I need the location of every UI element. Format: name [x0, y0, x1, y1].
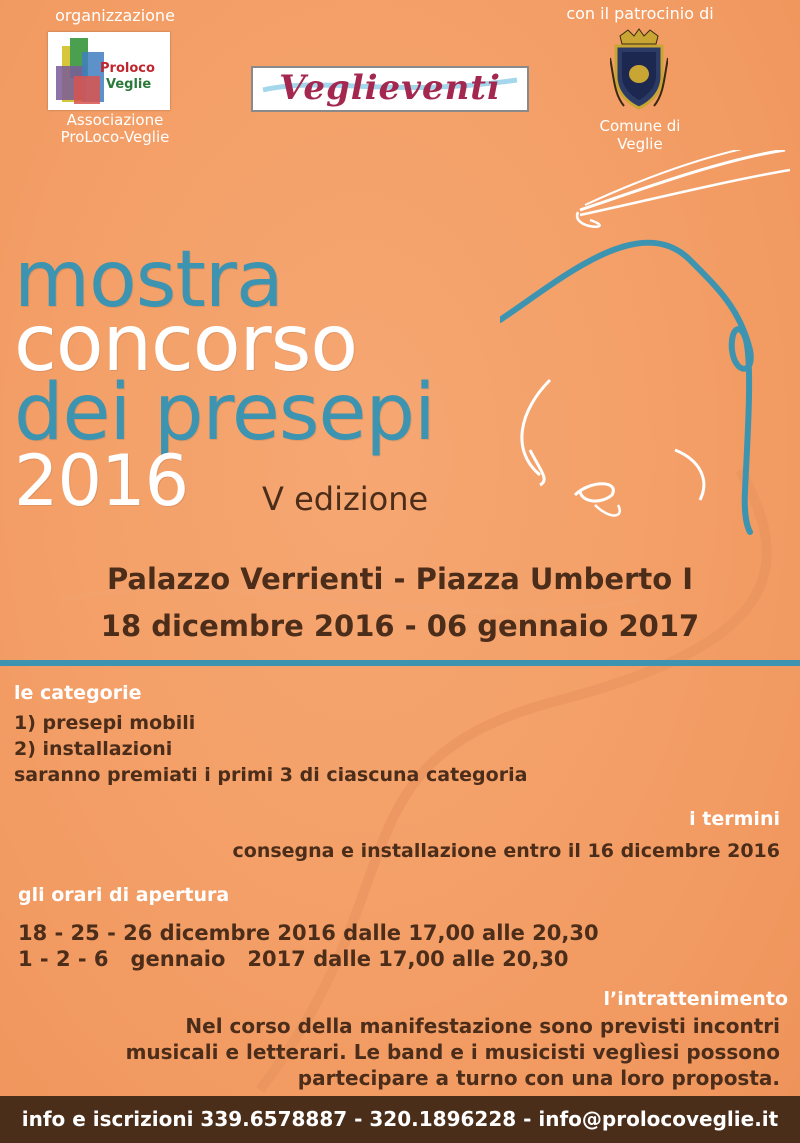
- veglieventi-logo-text: Veglieventi: [279, 68, 501, 108]
- event-dates: 18 dicembre 2016 - 06 gennaio 2017: [100, 609, 700, 643]
- proloco-logo-graphic-icon: [48, 32, 170, 110]
- title-year: 2016: [14, 440, 189, 522]
- organization-label: organizzazione: [55, 6, 175, 25]
- categories-note: saranno premiati i primi 3 di ciascuna categoria: [14, 764, 528, 786]
- entertainment-line: musicali e letterari. Le band e i musicisti veglìesi possono: [125, 1040, 780, 1064]
- terms-title: i termini: [689, 808, 780, 830]
- proloco-logo: [48, 32, 170, 110]
- category-item: 1) presepi mobili: [14, 712, 196, 734]
- patronage-label: con il patrocinio di: [566, 4, 714, 23]
- patron-name: [565, 117, 715, 153]
- organization-name: [20, 112, 210, 146]
- proloco-logo-line2: Veglie: [106, 77, 152, 92]
- hours-title: gli orari di apertura: [18, 884, 230, 906]
- veglieventi-logo: [251, 66, 529, 112]
- title-line1: mostra: [14, 235, 283, 325]
- organization-name-line2: ProLoco-Veglie: [60, 128, 170, 146]
- entertainment-title: l’intrattenimento: [603, 988, 788, 1010]
- divider: [0, 660, 800, 666]
- entertainment-line: partecipare a turno con una loro proposta.: [297, 1066, 780, 1090]
- footer-bar: [0, 1096, 800, 1143]
- categories-title: le categorie: [14, 682, 142, 704]
- category-item: 2) installazioni: [14, 738, 173, 760]
- coat-of-arms-icon: [610, 28, 668, 110]
- event-venue: Palazzo Verrienti - Piazza Umberto I: [106, 562, 694, 596]
- patron-name-line1: Comune di: [599, 117, 681, 135]
- title-line2: concorso: [14, 299, 358, 389]
- edition-label: V edizione: [262, 480, 429, 518]
- hours-line: 18 - 25 - 26 dicembre 2016 dalle 17,00 alle 20,30: [18, 921, 599, 945]
- nativity-drawing-icon: [500, 150, 790, 540]
- entertainment-line: Nel corso della manifestazione sono previsti incontri: [185, 1014, 780, 1038]
- patron-name-line2: Veglie: [617, 135, 663, 153]
- entertainment-text: [20, 1013, 780, 1091]
- footer-contact-text: info e iscrizioni 339.6578887 - 320.1896228 - info@prolocoveglie.it: [21, 1107, 779, 1131]
- proloco-logo-line1: Proloco: [100, 61, 155, 76]
- organization-name-line1: Associazione: [66, 111, 164, 129]
- terms-text: consegna e installazione entro il 16 dicembre 2016: [232, 840, 780, 862]
- title-line3: dei presepi: [14, 368, 435, 458]
- hours-line: 1 - 2 - 6 gennaio 2017 dalle 17,00 alle 20,30: [18, 947, 569, 971]
